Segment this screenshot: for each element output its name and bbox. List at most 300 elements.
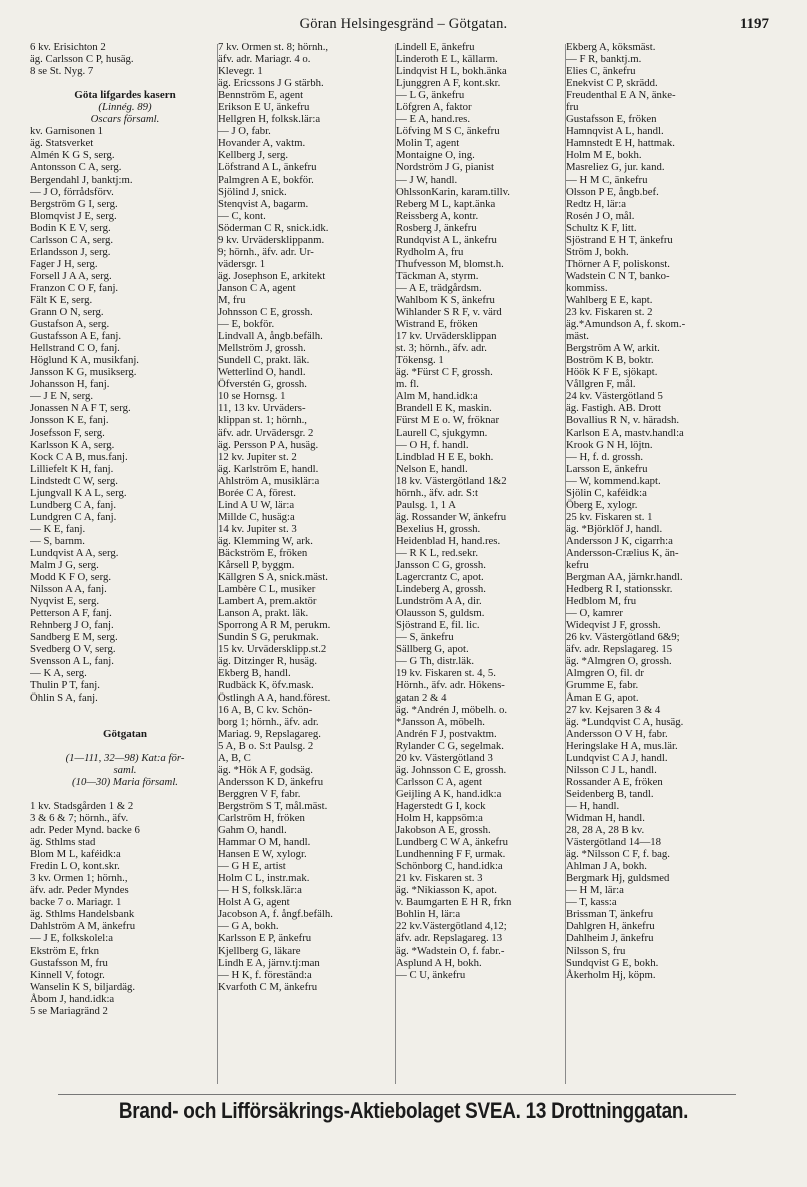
directory-entry: Öhlin S A, fanj. bbox=[30, 691, 98, 704]
directory-entry: Fält K E, serg. bbox=[30, 293, 93, 306]
directory-entry: Bergman AA, järnkr.handl. bbox=[566, 571, 683, 584]
directory-entry: Ekberg A, köksmäst. bbox=[566, 41, 656, 53]
directory-entry: (Linnég. 89) bbox=[98, 101, 152, 114]
directory-entry: 17 kv. Urvädersklippan bbox=[396, 330, 497, 343]
directory-entry: Åman E G, apot. bbox=[566, 691, 639, 704]
column-4 bbox=[566, 41, 777, 1085]
directory-entry: äfv. adr. Repslagareg. 15 bbox=[566, 643, 673, 656]
directory-entry: Berggren V F, fabr. bbox=[218, 787, 301, 800]
directory-entry: Enekvist C P, skrädd. bbox=[566, 77, 658, 90]
directory-entry: — C U, änkefru bbox=[396, 968, 466, 981]
directory-entry: Almén K G S, serg. bbox=[30, 149, 115, 162]
directory-entry: — J O, fabr. bbox=[218, 125, 271, 138]
directory-entry: Josefsson F, serg. bbox=[30, 426, 105, 439]
directory-entry: Nyqvist E, serg. bbox=[30, 595, 100, 608]
directory-entry: Lundberg C W A, änkefru bbox=[396, 836, 508, 849]
directory-entry: — H K, f. föreständ:a bbox=[218, 968, 312, 981]
directory-entry: Holm M E, bokh. bbox=[566, 149, 642, 162]
directory-entry: Thufvesson M, blomst.h. bbox=[396, 257, 504, 270]
directory-entry: Ahlström A, musiklär:a bbox=[218, 474, 320, 487]
directory-entry: 9; hörnh., äfv. adr. Ur- bbox=[218, 245, 314, 258]
directory-columns bbox=[30, 41, 777, 1085]
directory-entry: Bergström G I, serg. bbox=[30, 197, 118, 210]
directory-entry: äg. *Fürst C F, grossh. bbox=[396, 366, 493, 379]
directory-entry: Wistrand E, fröken bbox=[396, 318, 478, 331]
directory-entry: Dahlgren H, änkefru bbox=[566, 920, 655, 933]
directory-entry: Söderman C R, snick.idk. bbox=[218, 221, 329, 234]
directory-entry: kv. Garnisonen 1 bbox=[30, 125, 104, 138]
directory-entry bbox=[30, 704, 220, 716]
directory-entry: Stenqvist A, bagarm. bbox=[218, 197, 309, 210]
directory-entry: — H S, folksk.lär:a bbox=[218, 884, 302, 897]
directory-entry: gatan 2 & 4 bbox=[396, 691, 447, 704]
directory-entry: m. fl. bbox=[396, 378, 419, 391]
directory-entry: Karlsson E P, änkefru bbox=[218, 932, 312, 945]
directory-entry: Höök K F E, sjökapt. bbox=[566, 366, 658, 379]
directory-entry: 3 kv. Ormen 1; hörnh., bbox=[30, 872, 128, 885]
directory-entry: äg. Johnsson C E, grossh. bbox=[396, 763, 507, 776]
directory-entry: Brissman T, änkefru bbox=[566, 908, 654, 921]
directory-entry: äfv. adr. Urvädersgr. 2 bbox=[218, 426, 314, 439]
directory-entry: Janson C A, agent bbox=[218, 281, 296, 294]
directory-entry bbox=[30, 740, 220, 752]
directory-entry: Bexelius H, grossh. bbox=[396, 522, 481, 535]
directory-entry: 7 kv. Ormen st. 8; hörnh., bbox=[218, 41, 329, 53]
directory-entry: Rehnberg J O, fanj. bbox=[30, 619, 114, 632]
directory-entry: Rudbäck K, öfv.mask. bbox=[218, 679, 314, 692]
directory-entry: Sandberg E M, serg. bbox=[30, 631, 118, 644]
directory-entry: Wahlberg E E, kapt. bbox=[566, 293, 653, 306]
directory-entry: Reissberg A, kontr. bbox=[396, 209, 479, 222]
directory-entry: äg. Karlström E, handl. bbox=[218, 462, 319, 475]
directory-entry: Holm C L, instr.mak. bbox=[218, 872, 310, 885]
directory-entry: Hansen E W, xylogr. bbox=[218, 848, 307, 861]
directory-entry: Elies C, änkefru bbox=[566, 65, 636, 78]
directory-entry: Laurell C, sjukgymn. bbox=[396, 426, 488, 439]
directory-entry: Lindell E, änkefru bbox=[396, 41, 475, 53]
directory-entry: — F R, banktj.m. bbox=[566, 53, 642, 66]
directory-entry: 22 kv.Västergötland 4,12; bbox=[396, 920, 507, 933]
page-header bbox=[0, 16, 807, 36]
directory-entry: Bohlin H, lär:a bbox=[396, 908, 461, 921]
directory-entry: äg. Statsverket bbox=[30, 137, 94, 150]
directory-entry: Göta lifgardes kasern bbox=[74, 89, 176, 102]
directory-entry: 27 kv. Kejsaren 3 & 4 bbox=[566, 703, 661, 716]
directory-entry: Krook G N H, löjtn. bbox=[566, 438, 653, 451]
directory-entry: Hagerstedt G I, kock bbox=[396, 799, 486, 812]
directory-entry: — G Th, distr.läk. bbox=[396, 655, 475, 668]
directory-entry: Löfving M S C, änkefru bbox=[396, 125, 500, 138]
directory-entry: Tökensg. 1 bbox=[396, 354, 444, 367]
footer-advertisement: Brand- och Lifförsäkrings-Aktiebolaget SVEA. 13 Drottninggatan. bbox=[118, 1098, 689, 1123]
directory-entry: Widman H, handl. bbox=[566, 812, 645, 824]
directory-entry: Hellgren H, folksk.lär:a bbox=[218, 113, 321, 126]
directory-entry: — C, kont. bbox=[218, 209, 266, 222]
directory-entry: — K A, serg. bbox=[30, 667, 87, 680]
directory-entry: Geijling A K, hand.idk:a bbox=[396, 787, 502, 800]
directory-entry: Grumme E, fabr. bbox=[566, 679, 639, 692]
directory-entry: — J E N, serg. bbox=[30, 390, 94, 403]
column-2 bbox=[218, 41, 398, 1085]
directory-entry: Jakobson A E, grossh. bbox=[396, 824, 491, 837]
directory-entry: Sjöstrand E, fil. lic. bbox=[396, 619, 480, 632]
directory-entry: Rosén J O, mål. bbox=[566, 209, 635, 222]
directory-entry: Seidenberg B, tandl. bbox=[566, 787, 654, 800]
directory-entry: Bodin K E V, serg. bbox=[30, 221, 111, 234]
directory-entry: Forsell J A A, serg. bbox=[30, 269, 112, 282]
directory-entry: 18 kv. Västergötland 1&2 bbox=[396, 474, 507, 487]
directory-entry: 19 kv. Fiskaren st. 4, 5. bbox=[396, 667, 496, 680]
directory-entry: 8 se St. Nyg. 7 bbox=[30, 65, 94, 78]
page-number: 1197 bbox=[739, 16, 769, 32]
directory-entry: Hammar O M, handl. bbox=[218, 836, 311, 849]
directory-entry: Montaigne O, ing. bbox=[396, 149, 475, 162]
directory-entry: Reberg M L, kapt.änka bbox=[396, 197, 496, 210]
directory-entry: Petterson A F, fanj. bbox=[30, 607, 112, 620]
directory-entry: äg. Ditzinger R, husäg. bbox=[218, 655, 318, 668]
directory-entry: Andersson O V H, fabr. bbox=[566, 727, 668, 740]
directory-entry: Ljungvall K A L, serg. bbox=[30, 486, 127, 499]
directory-entry: Höglund K A, musikfanj. bbox=[30, 354, 139, 367]
directory-entry: äg. Josephson E, arkitekt bbox=[218, 269, 326, 282]
directory-entry: Schönborg C, hand.idk:a bbox=[396, 860, 503, 873]
directory-entry: Hamnstedt E H, hattmak. bbox=[566, 137, 675, 150]
directory-entry: 12 kv. Jupiter st. 2 bbox=[218, 450, 297, 463]
directory-entry: äg. Fastigh. AB. Drott bbox=[566, 402, 661, 415]
directory-entry: — S, änkefru bbox=[396, 631, 454, 644]
directory-entry: Kjellberg G, läkare bbox=[218, 944, 301, 957]
directory-entry: Jonassen N A F T, serg. bbox=[30, 402, 131, 415]
directory-entry: Hellstrand C O, fanj. bbox=[30, 342, 120, 355]
directory-entry: äg. *Almgren O, grossh. bbox=[566, 655, 672, 668]
directory-entry: Gustafson A, serg. bbox=[30, 318, 110, 331]
directory-entry: Sporrong A R M, perukm. bbox=[218, 619, 331, 632]
directory-entry: Jonsson K E, fanj. bbox=[30, 414, 109, 427]
directory-entry: 9 kv. Urvädersklippanm. bbox=[218, 233, 325, 246]
directory-entry: Bergström A W, arkit. bbox=[566, 342, 660, 355]
directory-entry bbox=[30, 788, 220, 800]
directory-entry: 10 se Hornsg. 1 bbox=[218, 390, 286, 403]
directory-entry: 15 kv. Urvädersklipp.st.2 bbox=[218, 643, 327, 656]
directory-entry: Andrén F J, postvaktm. bbox=[396, 727, 497, 740]
directory-entry: *Jansson A, möbelh. bbox=[396, 715, 485, 728]
directory-entry: Svedberg O V, serg. bbox=[30, 643, 116, 656]
directory-entry: Källgren S A, snick.mäst. bbox=[218, 571, 328, 584]
directory-entry: Holst A G, agent bbox=[218, 896, 290, 909]
directory-entry: Lilliefelt K H, fanj. bbox=[30, 462, 114, 475]
directory-entry: Gustafsson M, fru bbox=[30, 956, 108, 969]
directory-entry: Lundqvist A A, serg. bbox=[30, 546, 119, 559]
directory-entry: Sundell C, prakt. läk. bbox=[218, 354, 310, 367]
directory-entry: — E A, hand.res. bbox=[396, 113, 471, 126]
directory-entry: Grann O N, serg. bbox=[30, 306, 104, 319]
directory-entry: Bovallius R N, v. häradsh. bbox=[566, 414, 680, 427]
directory-entry: Jansson K G, musikserg. bbox=[30, 366, 137, 379]
directory-entry: 1 kv. Stadsgården 1 & 2 bbox=[30, 799, 134, 812]
directory-entry: Kock C A B, mus.fanj. bbox=[30, 450, 128, 463]
directory-entry: — W, kommend.kapt. bbox=[566, 474, 661, 487]
directory-entry: Löfgren A, faktor bbox=[396, 101, 472, 114]
directory-entry: Wahlbom K S, änkefru bbox=[396, 293, 495, 306]
directory-entry: äg. Carlsson C P, husäg. bbox=[30, 53, 134, 66]
directory-entry: Olausson S, guldsm. bbox=[396, 607, 485, 620]
directory-entry: Sjölin C, kaféidk:a bbox=[566, 486, 647, 499]
directory-entry: äfv. adr. Peder Myndes bbox=[30, 884, 129, 897]
directory-entry: Östlingh A A, hand.förest. bbox=[218, 691, 331, 704]
directory-entry: — A E, trädgårdsm. bbox=[396, 281, 482, 294]
directory-entry: Erikson E U, änkefru bbox=[218, 101, 310, 114]
directory-entry: — O, kamrer bbox=[566, 607, 624, 620]
directory-entry: Modd K F O, serg. bbox=[30, 571, 112, 584]
footer-rule bbox=[58, 1094, 736, 1095]
directory-entry: Carlsson C A, agent bbox=[396, 775, 482, 788]
column-3 bbox=[396, 41, 568, 1085]
directory-entry: 11, 13 kv. Urväders- bbox=[218, 402, 306, 415]
directory-entry: äg. Sthlms stad bbox=[30, 836, 96, 849]
directory-entry: 23 kv. Fiskaren st. 2 bbox=[566, 306, 653, 319]
directory-entry: Lind A U W, lär:a bbox=[218, 498, 295, 511]
directory-entry: Rylander C G, segelmak. bbox=[396, 739, 504, 752]
directory-entry: Nelson E, handl. bbox=[396, 462, 468, 475]
directory-entry: Fürst M E o. W, fröknar bbox=[396, 414, 500, 427]
directory-entry: Sällberg G, apot. bbox=[396, 643, 469, 656]
directory-entry: Sjöstrand E H T, änkefru bbox=[566, 233, 673, 246]
directory-entry: 21 kv. Fiskaren st. 3 bbox=[396, 872, 483, 885]
directory-entry: äg. Sthlms Handelsbank bbox=[30, 908, 135, 921]
directory-entry: hörnh., äfv. adr. S:t bbox=[396, 486, 479, 499]
directory-entry: vädersgr. 1 bbox=[218, 257, 266, 270]
directory-entry: Bergström S T, mål.mäst. bbox=[218, 799, 328, 812]
directory-entry: 6 kv. Erisichton 2 bbox=[30, 41, 106, 53]
directory-entry: Ström J, bokh. bbox=[566, 245, 629, 258]
directory-entry: äg. *Wadstein O, f. fabr.- bbox=[396, 944, 505, 957]
directory-entry: Nordström J G, pianist bbox=[396, 161, 494, 174]
directory-entry: kommiss. bbox=[566, 281, 608, 294]
directory-entry: Hovander A, vaktm. bbox=[218, 137, 306, 150]
directory-entry: Paulsg. 1, 1 A bbox=[396, 498, 457, 511]
directory-entry: Carlsson C A, serg. bbox=[30, 233, 114, 246]
directory-entry: Rundqvist A L, änkefru bbox=[396, 233, 497, 246]
directory-entry: 20 kv. Västergötland 3 bbox=[396, 751, 493, 764]
directory-entry: 14 kv. Jupiter st. 3 bbox=[218, 522, 297, 535]
directory-entry: Lundberg C A, fanj. bbox=[30, 498, 117, 511]
directory-entry: Thörner A F, poliskonst. bbox=[566, 257, 670, 270]
directory-entry: Andersson K D, änkefru bbox=[218, 775, 324, 788]
directory-entry: Kellberg J, serg. bbox=[218, 149, 289, 162]
directory-entry: fru bbox=[566, 101, 579, 114]
directory-entry: Wanselin K S, biljardäg. bbox=[30, 980, 136, 993]
directory-entry: backe 7 o. Mariagr. 1 bbox=[30, 896, 122, 909]
directory-entry: 5 A, B o. S:t Paulsg. 2 bbox=[218, 739, 314, 752]
directory-entry: äg.*Amundson A, f. skom.- bbox=[566, 318, 686, 331]
directory-entry: — H M, lär:a bbox=[566, 884, 624, 897]
directory-entry: Jacobson A, f. ångf.befälh. bbox=[218, 908, 333, 921]
directory-entry: Bäckström E, fröken bbox=[218, 546, 308, 559]
directory-entry: äg. Ericssons J G stärbh. bbox=[218, 77, 324, 90]
directory-entry: Hamnqvist A L, handl. bbox=[566, 125, 664, 138]
directory-entry: Brandell E K, maskin. bbox=[396, 402, 492, 415]
directory-entry: äg. *Andrén J, möbelh. o. bbox=[396, 703, 508, 716]
directory-entry: — K E, fanj. bbox=[30, 522, 86, 535]
directory-entry: Fager J H, serg. bbox=[30, 257, 98, 270]
directory-entry: A, B, C bbox=[218, 751, 251, 764]
directory-entry: — E, bokför. bbox=[218, 318, 275, 331]
directory-entry: Olsson P E, ångb.bef. bbox=[566, 185, 659, 198]
directory-entry: Kvarfoth C M, änkefru bbox=[218, 980, 318, 993]
page-title: Göran Helsingesgränd – Götgatan. bbox=[299, 16, 508, 32]
directory-entry: Lanson A, prakt. läk. bbox=[218, 607, 309, 620]
directory-entry: Ahlman J A, bokh. bbox=[566, 860, 647, 873]
directory-entry: Ekström E, frkn bbox=[30, 944, 99, 957]
directory-entry: äg. *Lundqvist C A, husäg. bbox=[566, 715, 684, 728]
directory-entry: — H, f. d. grossh. bbox=[566, 450, 644, 463]
directory-entry: st. 3; hörnh., äfv. adr. bbox=[396, 342, 487, 355]
directory-entry: Blomqvist J E, serg. bbox=[30, 209, 117, 222]
directory-entry: Karlson E A, mastv.handl:a bbox=[566, 426, 684, 439]
directory-entry: 24 kv. Västergötland 5 bbox=[566, 390, 663, 403]
directory-entry: klippan st. 1; hörnh., bbox=[218, 414, 307, 427]
directory-entry: Götgatan bbox=[103, 727, 147, 740]
directory-entry: — O H, f. handl. bbox=[396, 438, 469, 451]
directory-entry: äg. Persson P A, husäg. bbox=[218, 438, 319, 451]
directory-entry: Oscars församl. bbox=[90, 113, 160, 126]
directory-entry: äg. *Hök A F, godsäg. bbox=[218, 763, 313, 776]
directory-entry: M, fru bbox=[218, 293, 246, 306]
directory-entry: (10—30) Maria församl. bbox=[71, 775, 178, 788]
directory-entry: Masreliez G, jur. kand. bbox=[566, 161, 665, 174]
directory-entry: Lindeberg A, grossh. bbox=[396, 583, 486, 596]
directory-entry: Palmgren A E, bokför. bbox=[218, 173, 314, 186]
directory-entry: Larsson E, änkefru bbox=[566, 462, 648, 475]
directory-entry: Andersson J K, cigarrh:a bbox=[566, 534, 673, 547]
directory-entry: Karlsson K A, serg. bbox=[30, 438, 115, 451]
directory-entry: kefru bbox=[566, 559, 589, 572]
directory-entry: äfv. adr. Repslagareg. 13 bbox=[396, 932, 503, 945]
directory-entry: Lambert A, prem.aktör bbox=[218, 595, 317, 608]
directory-entry: — T, kass:a bbox=[566, 896, 617, 909]
directory-entry: Schultz K F, litt. bbox=[566, 221, 637, 234]
directory-entry: Rosberg J, änkefru bbox=[396, 221, 477, 234]
directory-entry: Molin T, agent bbox=[396, 137, 460, 150]
directory-entry: Fredin L O, kont.skr. bbox=[30, 860, 120, 873]
directory-entry: äg. *Nilsson C F, f. bag. bbox=[566, 848, 670, 861]
directory-entry: Wadstein C N T, banko- bbox=[566, 269, 670, 282]
directory-entry: 16 A, B, C kv. Schön- bbox=[218, 703, 313, 716]
directory-entry: Heidenblad H, hand.res. bbox=[396, 534, 501, 547]
directory-entry: Ekberg B, handl. bbox=[218, 667, 291, 680]
directory-entry: Sjölind J, snick. bbox=[218, 185, 287, 198]
directory-entry: Lindblad H E E, bokh. bbox=[396, 450, 494, 463]
directory-entry: Wideqvist J F, grossh. bbox=[566, 619, 661, 632]
directory-entry: Gustafsson A E, fanj. bbox=[30, 330, 122, 343]
directory-entry: Johansson H, fanj. bbox=[30, 378, 110, 391]
directory-entry: Heringslake H A, mus.lär. bbox=[566, 739, 678, 752]
directory-entry: Linderoth E L, källarm. bbox=[396, 53, 498, 66]
directory-entry: äg. *Björklöf J, handl. bbox=[566, 522, 663, 535]
directory-entry: Borée C A, förest. bbox=[218, 486, 296, 499]
directory-entry: Johnsson C E, grossh. bbox=[218, 306, 313, 319]
directory-entry: Rossander A E, fröken bbox=[566, 775, 663, 788]
directory-entry: Erlandsson J, serg. bbox=[30, 245, 111, 258]
directory-entry: Klevegr. 1 bbox=[218, 65, 263, 78]
directory-entry bbox=[30, 77, 220, 89]
directory-entry: Sundqvist G E, bokh. bbox=[566, 956, 659, 969]
directory-entry: Åkerholm Hj, köpm. bbox=[566, 968, 656, 981]
directory-entry: Alm M, hand.idk:a bbox=[396, 390, 478, 403]
directory-entry: Hedblom M, fru bbox=[566, 595, 637, 608]
directory-entry: äg. Klemming W, ark. bbox=[218, 534, 313, 547]
directory-entry: Jansson C G, grossh. bbox=[396, 559, 486, 572]
directory-entry: Sundin S G, perukmak. bbox=[218, 631, 319, 644]
directory-entry: borg 1; hörnh., äfv. adr. bbox=[218, 715, 319, 728]
directory-entry: — H, handl. bbox=[566, 799, 620, 812]
directory-entry: 3 & 6 & 7; hörnh., äfv. bbox=[30, 812, 129, 824]
directory-entry: Franzon C O F, fanj. bbox=[30, 281, 119, 294]
directory-entry: 28, 28 A, 28 B kv. bbox=[566, 824, 645, 837]
directory-entry: OhlssonKarin, karam.tillv. bbox=[396, 185, 510, 198]
directory-entry: 26 kv. Västergötland 6&9; bbox=[566, 631, 680, 644]
directory-entry: Bergmark Hj, guldsmed bbox=[566, 872, 670, 885]
directory-entry: Nilsson A A, fanj. bbox=[30, 583, 107, 596]
directory-entry: Lindqvist H L, bokh.änka bbox=[396, 65, 507, 78]
directory-entry: Dahlheim J, änkefru bbox=[566, 932, 654, 945]
directory-entry: äg. Rossander W, änkefru bbox=[396, 510, 507, 523]
directory-entry: Rydholm A, fru bbox=[396, 245, 464, 258]
directory-entry: Dahlström A M, änkefru bbox=[30, 920, 136, 933]
directory-entry: — L G, änkefru bbox=[396, 89, 465, 102]
directory-entry: Lundgren C A, fanj. bbox=[30, 510, 117, 523]
directory-entry: äfv. adr. Mariagr. 4 o. bbox=[218, 53, 311, 66]
directory-entry: (1—111, 32—98) Kat:a för- bbox=[65, 751, 185, 764]
directory-entry: Täckman A, styrm. bbox=[396, 269, 479, 282]
directory-entry: Antonsson C A, serg. bbox=[30, 161, 122, 174]
directory-entry bbox=[30, 716, 220, 728]
directory-entry: saml. bbox=[113, 763, 137, 776]
directory-entry: Holm H, kappsöm:a bbox=[396, 812, 483, 824]
directory-entry: Wihlander S R F, v. värd bbox=[396, 306, 502, 319]
directory-entry: Carlström H, fröken bbox=[218, 812, 305, 824]
directory-entry: Nilsson C J L, handl. bbox=[566, 763, 657, 776]
directory-entry: Löfstrand A L, änkefru bbox=[218, 161, 317, 174]
directory-entry: — J E, folkskolel:a bbox=[30, 932, 114, 945]
directory-entry: äg. *Nikiasson K, apot. bbox=[396, 884, 497, 897]
directory-entry: Gustafsson E, fröken bbox=[566, 113, 657, 126]
directory-entry: Andersson-Crælius K, än- bbox=[566, 546, 679, 559]
directory-entry: Wetterlind O, handl. bbox=[218, 366, 306, 379]
directory-entry: Lambère C L, musiker bbox=[218, 583, 316, 596]
directory-entry: Lindvall A, ångb.befälh. bbox=[218, 330, 323, 343]
directory-entry: Kinnell V, fotogr. bbox=[30, 968, 105, 981]
directory-entry: Svensson A L, fanj. bbox=[30, 655, 114, 668]
directory-entry: — G H E, artist bbox=[218, 860, 286, 873]
directory-entry: Freudenthal E A N, änke- bbox=[566, 89, 676, 102]
directory-entry: adr. Peder Mynd. backe 6 bbox=[30, 824, 140, 837]
directory-entry: — R K L, red.sekr. bbox=[396, 546, 479, 559]
directory-entry: 5 se Mariagränd 2 bbox=[30, 1004, 108, 1017]
directory-entry: Öfverstén G, grossh. bbox=[218, 378, 307, 391]
directory-entry: Öberg E, xylogr. bbox=[566, 498, 638, 511]
directory-entry: Mariag. 9, Repslagareg. bbox=[218, 727, 321, 740]
directory-entry: Västergötland 14—18 bbox=[566, 836, 662, 849]
directory-entry: Malm J G, serg. bbox=[30, 559, 99, 572]
directory-entry: Åbom J, hand.idk:a bbox=[30, 992, 115, 1005]
directory-entry: Lagercrantz C, apot. bbox=[396, 571, 484, 584]
directory-entry: Gahm O, handl. bbox=[218, 824, 287, 837]
directory-entry: Lindh E A, järnv.tj:man bbox=[218, 956, 320, 969]
directory-entry: Boström K B, boktr. bbox=[566, 354, 654, 367]
directory-entry: Thulin P T, fanj. bbox=[30, 679, 100, 692]
directory-entry: — J W, handl. bbox=[396, 173, 458, 186]
